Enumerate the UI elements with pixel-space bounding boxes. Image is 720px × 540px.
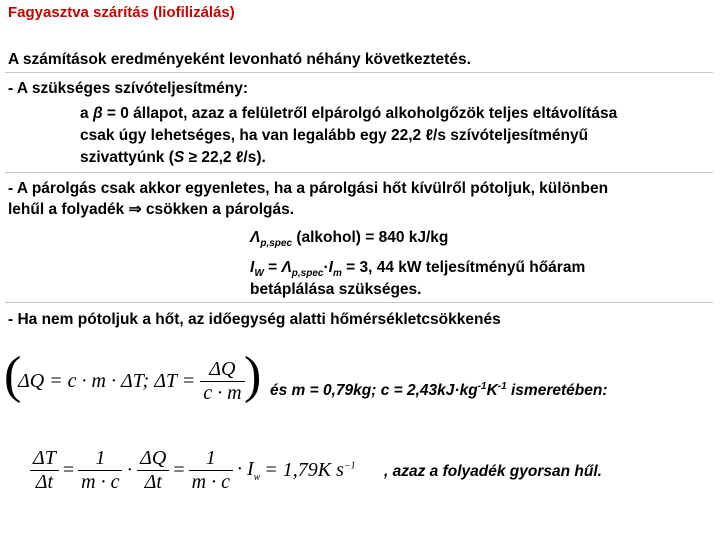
section1-line3: szivattyúnk (S ≥ 22,2 ℓ/s).: [80, 149, 266, 166]
heat-flow-line1: $I_W = \Lambda_{p,spec}\cdot I_m = 3$, 44 kW teljesítményű hőáram: [250, 259, 586, 280]
section1-line1: a β = 0 állapot, azaz a felületről elpárolgó alkoholgőzök teljes eltávolítása: [80, 105, 618, 122]
section2-line1: - A párolgás csak akkor egyenletes, ha a párolgási hőt kívülről pótoljuk, különben: [8, 180, 609, 197]
divider: [5, 72, 713, 73]
latent-heat-value: $\Lambda_{p,spec}$ (alkohol) = 840 kJ/kg: [250, 229, 449, 250]
equation-1: ΔQ = c · m · ΔT; ΔT = $\frac{\Delta Q}{c \cdot m}$: [18, 356, 245, 406]
intro-text: A számítások eredményeként levonható néhány következtetés.: [8, 51, 471, 68]
given-values: és m = 0,79kg; $c = 2,43kJ\cdot kg^{-1}K^{-1}$ ismeretében:: [270, 381, 608, 400]
eq1-fraction: $\frac{\Delta Q}{c \cdot m}$: [200, 358, 244, 405]
conclusion-text: , azaz a folyadék gyorsan hűl.: [384, 463, 602, 480]
section1-line2: csak úgy lehetséges, ha van legalább egy 22,2 ℓ/s szívóteljesítményű: [80, 127, 589, 144]
close-paren: ): [244, 347, 262, 404]
divider: [5, 172, 713, 173]
heat-flow-line2: betáplálása szükséges.: [250, 281, 422, 298]
open-paren: (: [4, 347, 22, 404]
section2-line2: lehűl a folyadék ⇒ csökken a párolgás.: [8, 201, 295, 218]
section3-heading: - Ha nem pótoljuk a hőt, az időegység alatti hőmérsékletcsökkenés: [8, 311, 501, 328]
equation-2: $\frac{\Delta T}{\Delta t}$ = $\frac{1}{m \cdot c}$ · $\frac{\Delta Q}{\Delta t}$ = $\frac{1}{m \cdot c}$ · $I_w$ = 1,79K $s^{-1}$: [30, 440, 356, 500]
section1-heading: - A szükséges szívóteljesítmény:: [8, 80, 249, 97]
page-title: Fagyasztva szárítás (liofilizálás): [8, 4, 235, 21]
divider: [5, 302, 713, 303]
